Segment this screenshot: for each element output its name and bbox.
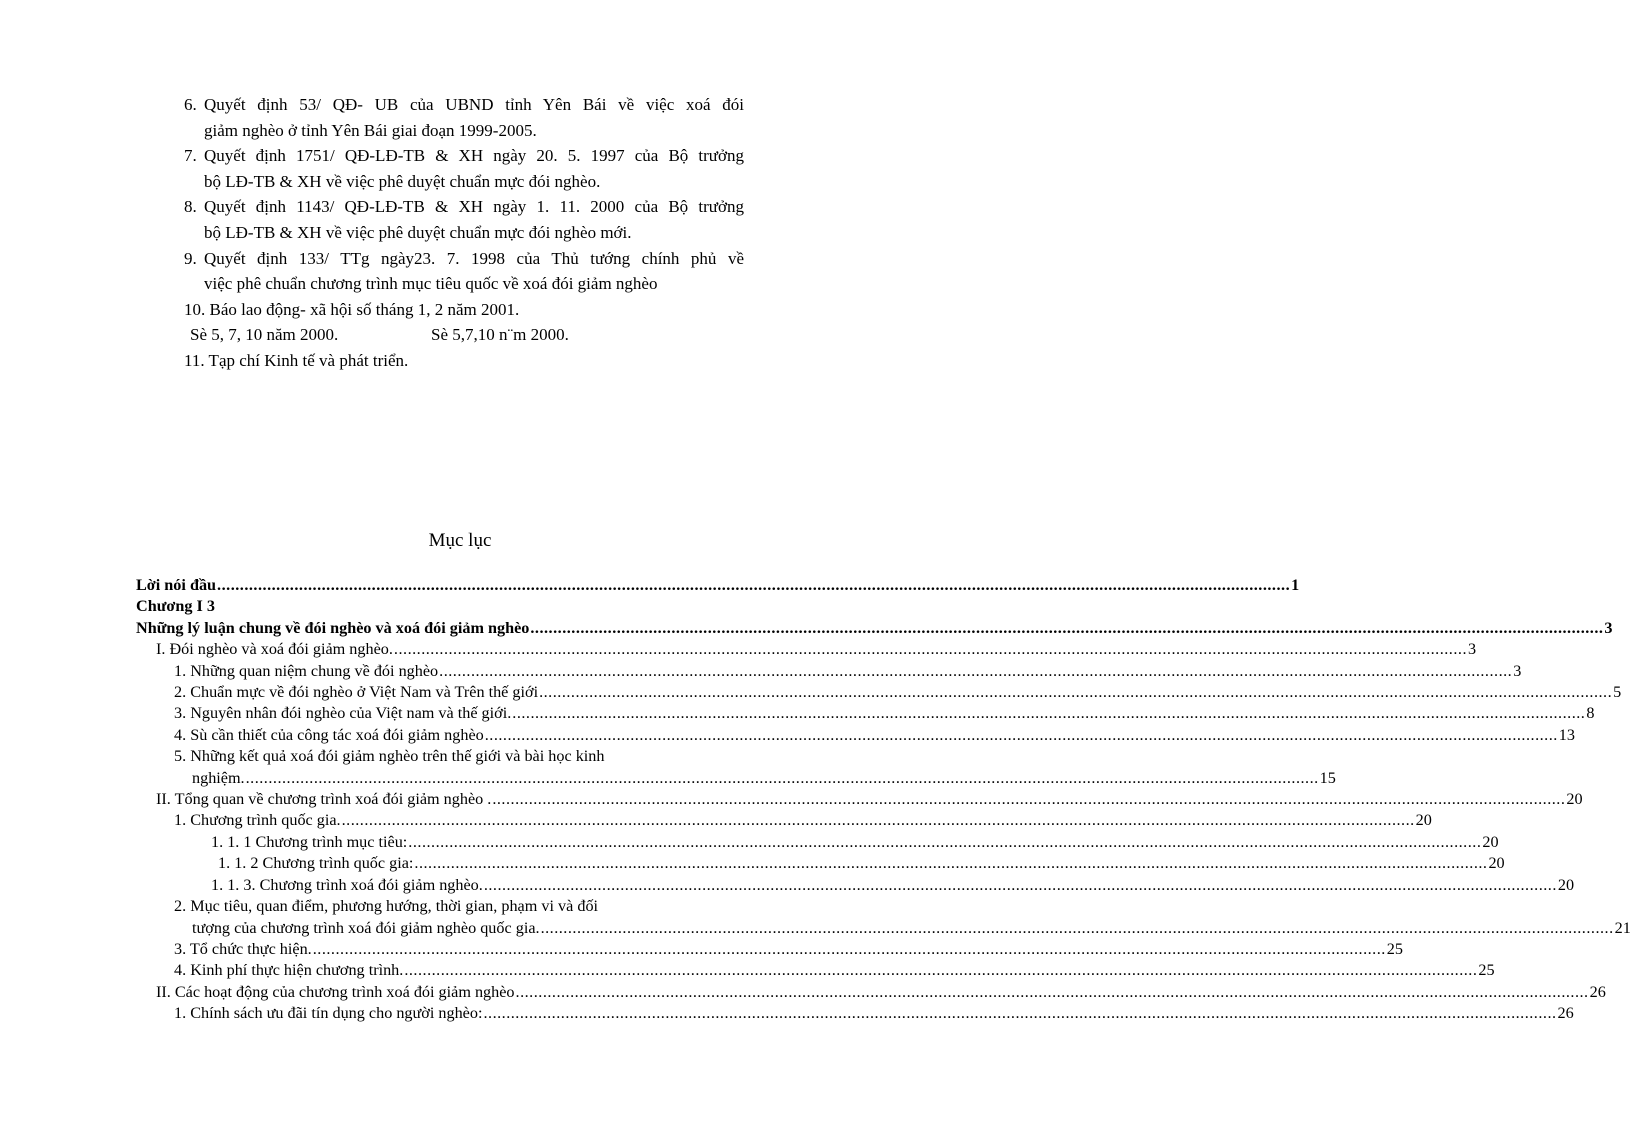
toc-page-number: 1 (1291, 576, 1300, 594)
issues-right: Sè 5,7,10 n¨m 2000. (431, 325, 569, 345)
reference-number: 9. (184, 248, 197, 268)
toc-entry-label: 1. 1. 2 Chương trình quốc gia: (218, 854, 414, 873)
toc-entry-label: 4. Sù cần thiết của công tác xoá đói giảm nghèo (174, 725, 484, 744)
reference-line: Quyết định 1143/ QĐ-LĐ-TB & XH ngày 1. 11. 2000 của Bộ trưởng (204, 197, 744, 217)
toc-entry-continuation[interactable] (136, 918, 1631, 939)
toc-entry[interactable] (136, 596, 738, 617)
reference-line: Quyết định 133/ TTg ngày23. 7. 1998 của Thủ tướng chính phủ về (204, 248, 744, 268)
toc-entry[interactable] (136, 1003, 1574, 1024)
toc-leader-dots (246, 768, 1319, 789)
toc-entry[interactable] (136, 639, 1477, 660)
toc-entry-label: 2. Mục tiêu, quan điểm, phương hướng, thời gian, phạm vi và đối (174, 897, 599, 916)
toc-entry[interactable] (136, 853, 1505, 874)
toc-page-number: 5 (1613, 683, 1622, 702)
toc-page-number: 20 (1566, 790, 1583, 809)
toc-leader-dots (539, 682, 1612, 703)
toc-leader-dots (313, 939, 1386, 960)
reference-number: 7. (184, 146, 197, 166)
toc-page-number: 26 (1557, 1004, 1574, 1023)
toc-entry-label: 4. Kinh phí thực hiện chương trình. (174, 961, 404, 980)
toc-leader-dots (404, 960, 1477, 981)
toc-entry-label: Chương I 3 (136, 597, 215, 616)
references-list (184, 92, 744, 374)
reference-item (184, 246, 744, 297)
toc-entry[interactable] (136, 746, 738, 767)
toc-leader-dots (485, 725, 1558, 746)
toc-leader-dots (484, 875, 1557, 896)
toc-page-number: 13 (1558, 725, 1575, 744)
toc-entry[interactable] (136, 810, 1432, 831)
toc-entry[interactable] (136, 896, 738, 917)
toc-entry-label: nghiệm. (192, 768, 245, 787)
toc-leader-dots (492, 789, 1565, 810)
toc-entry-label: Những lý luận chung về đói nghèo và xoá đói giảm nghèo (136, 618, 530, 637)
toc-page-number: 8 (1586, 704, 1595, 723)
toc-entry[interactable] (136, 960, 1495, 981)
toc-entry-label: 5. Những kết quả xoá đói giảm nghèo trên thế giới và bài học kinh (174, 747, 605, 766)
toc-title: Mục lục (428, 530, 492, 551)
toc-entry[interactable] (136, 789, 1583, 810)
toc-leader-dots (541, 918, 1614, 939)
toc-page-number: 20 (1415, 811, 1432, 830)
toc-entry-label: I. Đói nghèo và xoá đói giảm nghèo. (156, 640, 393, 659)
toc-entry[interactable] (136, 703, 1595, 724)
reference-line: bộ LĐ-TB & XH về việc phê duyệt chuẩn mực đói nghèo. (204, 171, 601, 191)
toc-page-number: 26 (1589, 982, 1606, 1001)
toc-page-number: 20 (1482, 832, 1499, 851)
reference-item (184, 143, 744, 194)
toc-page-number: 3 (1604, 618, 1613, 637)
toc-entry[interactable] (136, 982, 1606, 1003)
toc-entry-label: 1. 1. 1 Chương trình mục tiêu: (211, 832, 408, 851)
toc-entry-label: 1. 1. 3. Chương trình xoá đói giảm nghèo. (211, 875, 483, 894)
toc-entry-continuation[interactable] (136, 768, 1336, 789)
toc-leader-dots (439, 661, 1512, 682)
toc-entry[interactable] (136, 575, 1300, 596)
reference-item: 11. Tạp chí Kinh tế và phát triển. (184, 350, 409, 370)
reference-line: giảm nghèo ở tỉnh Yên Bái giai đoạn 1999-2005. (204, 120, 537, 140)
toc-leader-dots (394, 639, 1467, 660)
reference-line: Quyết định 53/ QĐ- UB của UBND tỉnh Yên Bái về việc xoá đói (204, 95, 744, 114)
toc-entry-label: 3. Tổ chức thực hiện. (174, 939, 312, 958)
toc-entry[interactable] (136, 832, 1499, 853)
toc-page-number: 15 (1319, 768, 1336, 787)
reference-line: Quyết định 1751/ QĐ-LĐ-TB & XH ngày 20. 5. 1997 của Bộ trưởng (204, 146, 744, 166)
toc-entry[interactable] (136, 875, 1575, 896)
reference-number: 8. (184, 197, 197, 217)
toc-page-number: 21 (1614, 918, 1631, 937)
reference-line: bộ LĐ-TB & XH về việc phê duyệt chuẩn mực đói nghèo mới. (204, 222, 632, 242)
toc-leader-dots (408, 832, 1481, 853)
toc-entry[interactable] (136, 661, 1522, 682)
reference-item: 10. Báo lao động- xã hội số tháng 1, 2 năm 2001. (184, 299, 520, 319)
toc-leader-dots (414, 853, 1487, 874)
toc-entry[interactable] (136, 939, 1403, 960)
issues-left: Sè 5, 7, 10 năm 2000. (190, 325, 339, 345)
reference-issues (184, 322, 744, 348)
toc-entry-label: Lời nói đầu (136, 576, 217, 594)
toc-entry-label: tượng của chương trình xoá đói giảm nghèo quốc gia. (192, 918, 540, 937)
toc-leader-dots (217, 575, 1290, 596)
toc-leader-dots (530, 618, 1603, 639)
toc-entry-label: 1. Chương trình quốc gia. (174, 811, 341, 830)
toc-entry-label: 2. Chuẩn mực về đói nghèo ở Việt Nam và Trên thế giới (174, 683, 539, 702)
toc-leader-dots (483, 1003, 1556, 1024)
toc-page-number: 3 (1513, 661, 1522, 680)
reference-line: việc phê chuẩn chương trình mục tiêu quốc về xoá đói giảm nghèo (204, 274, 658, 294)
toc-entry-label: 3. Nguyên nhân đói nghèo của Việt nam và thế giới. (174, 704, 512, 723)
table-of-contents (136, 575, 1631, 1025)
toc-entry-label: 1. Những quan niệm chung về đói nghèo (174, 661, 439, 680)
toc-page-number: 20 (1557, 875, 1575, 894)
toc-entry-label: II. Tổng quan về chương trình xoá đói giảm nghèo . (156, 790, 492, 809)
toc-entry[interactable] (136, 618, 1613, 639)
toc-entry-label: 1. Chính sách ưu đãi tín dụng cho người nghèo: (174, 1004, 483, 1023)
toc-page-number: 25 (1478, 961, 1495, 980)
reference-item (184, 194, 744, 245)
toc-entry[interactable] (136, 725, 1575, 746)
toc-page-number: 25 (1386, 939, 1403, 958)
toc-entry-label: II. Các hoạt động của chương trình xoá đói giảm nghèo (156, 982, 515, 1001)
reference-item (184, 92, 744, 143)
reference-number: 6. (184, 95, 197, 114)
toc-page-number: 3 (1467, 640, 1477, 659)
toc-leader-dots (512, 703, 1585, 724)
toc-page-number: 20 (1488, 854, 1505, 873)
toc-entry[interactable] (136, 682, 1622, 703)
toc-leader-dots (516, 982, 1589, 1003)
toc-leader-dots (342, 810, 1415, 831)
